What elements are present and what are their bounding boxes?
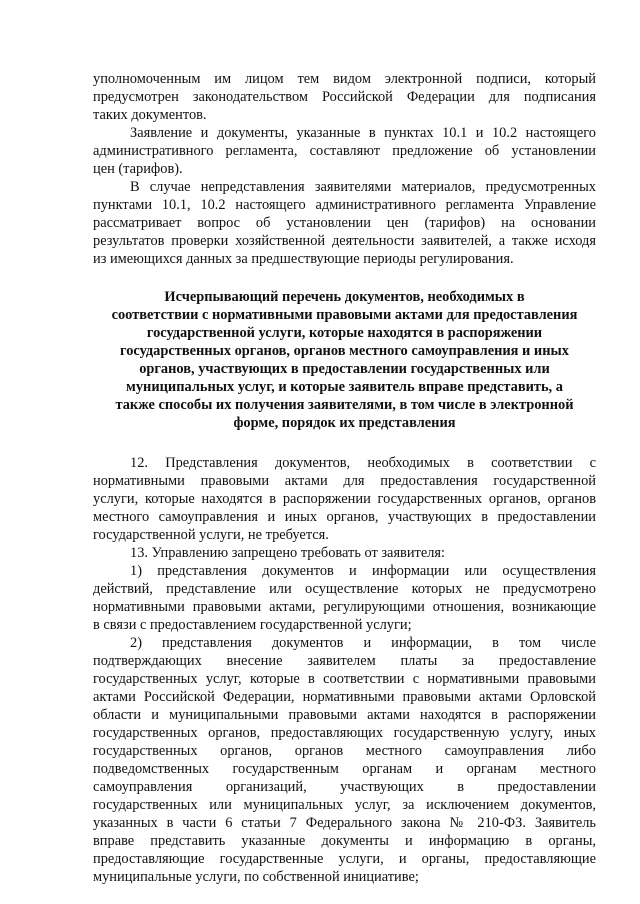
text-line: подтверждающих внесение заявителем платы за предоставление [93,653,596,669]
text-line: 1) представления документов и информации или осуществления [130,563,596,579]
paragraph-13-item-1 [93,562,596,634]
paragraph-statement [93,124,596,178]
text-line: услуги, которые находятся в распоряжении государственных органов, органов [93,491,596,507]
text-line: таких документов. [93,107,207,123]
heading-line: Исчерпывающий перечень документов, необходимых в [164,289,525,305]
text-line: цен (тарифов). [93,161,183,177]
text-line: указанных в части 6 статьи 7 Федерального закона № 210-ФЗ. Заявитель [93,815,596,831]
text-line: в связи с предоставлением государственной услуги; [93,617,412,633]
heading-line: органов, участвующих в предоставлении государственных или [139,361,550,377]
text-line: действий, представление или осуществление которых не предусмотрено [93,581,596,597]
heading-line: государственных органов, органов местного самоуправления и иных [120,343,569,359]
paragraph-13 [93,544,596,562]
text-line: области и муниципальными правовыми актами находятся в распоряжении [93,707,596,723]
paragraph-12 [93,454,596,544]
heading-line: муниципальных услуг, и которые заявитель вправе представить, а [126,379,563,395]
text-line: государственной услуги, не требуется. [93,527,329,543]
text-line: самоуправления организаций, участвующих в предоставлении [93,779,596,795]
paragraph-failure-to-submit [93,178,596,268]
text-line: государственных органов, предоставляющих государственную услугу, иных [93,725,596,741]
text-line: муниципальные услуги, по собственной инициативе; [93,869,419,885]
text-line: 12. Представления документов, необходимых в соответствии с [130,455,596,471]
text-line: уполномоченным им лицом тем видом электронной подписи, который [93,71,596,87]
text-line: местного самоуправления и иных органов, участвующих в предоставлении [93,509,596,525]
text-line: Заявление и документы, указанные в пунктах 10.1 и 10.2 настоящего [130,125,596,141]
paragraph-13-item-2 [93,634,596,886]
heading-line: форме, порядок их представления [233,415,456,431]
text-line: государственных органов, органов местного самоуправления либо [93,743,596,759]
section-heading [93,288,596,432]
text-line: 2) представления документов и информации, в том числе [130,635,596,651]
text-line: актами Российской Федерации, нормативными правовыми актами Орловской [93,689,596,705]
text-line: нормативными правовыми актами для предоставления государственной [93,473,596,489]
text-line: 13. Управлению запрещено требовать от заявителя: [130,545,446,561]
text-line: пунктами 10.1, 10.2 настоящего административного регламента Управление [93,197,596,213]
heading-line: также способы их получения заявителями, в том числе в электронной [115,397,574,413]
heading-line: соответствии с нормативными правовыми актами для предоставления [111,307,578,323]
text-line: государственных или муниципальных услуг, за исключением документов, [93,797,596,813]
text-line: административного регламента, составляют предложение об установлении [93,143,596,159]
text-line: предоставляющие государственные услуги, и органы, предоставляющие [93,851,596,867]
text-line: из имеющихся данных за предшествующие периоды регулирования. [93,251,514,267]
text-line: государственных услуг, которые в соответствии с нормативными правовыми [93,671,596,687]
text-line: подведомственных государственным органам и органам местного [93,761,596,777]
text-line: результатов проверки хозяйственной деятельности заявителей, а также исходя [93,233,596,249]
text-line: нормативными правовыми актами, регулирующими отношения, возникающие [93,599,596,615]
text-line: В случае непредставления заявителями материалов, предусмотренных [130,179,596,195]
document-page [93,70,596,886]
text-line: предусмотрен законодательством Российской Федерации для подписания [93,89,596,105]
heading-line: государственной услуги, которые находятся в распоряжении [146,325,543,341]
text-line: вправе представить указанные документы и информацию в органы, [93,833,596,849]
paragraph-intro-continuation [93,70,596,124]
text-line: рассматривает вопрос об установлении цен (тарифов) на основании [93,215,596,231]
